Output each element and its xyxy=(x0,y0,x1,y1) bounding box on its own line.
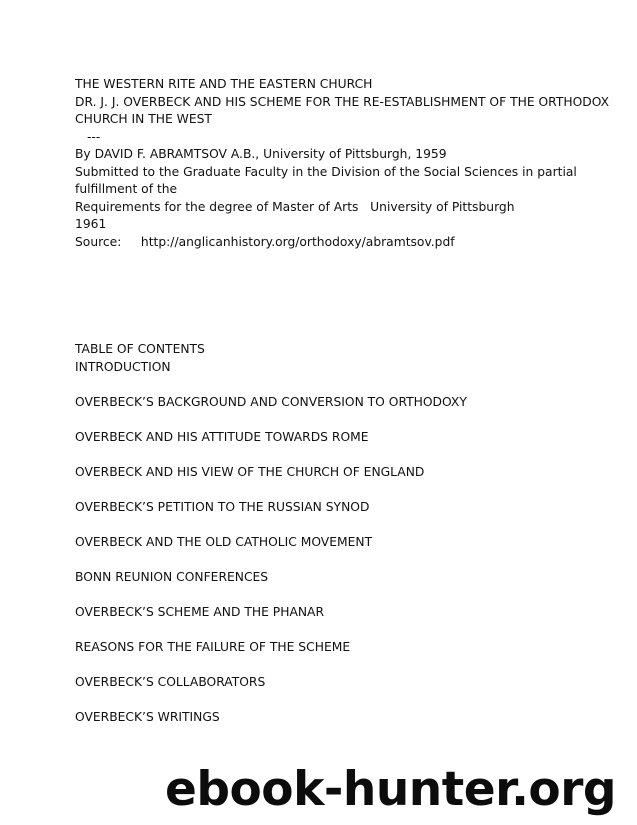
document-subtitle-line-1: DR. J. J. OVERBECK AND HIS SCHEME FOR THE RE-ESTABLISHMENT OF THE ORTHODOX xyxy=(75,94,610,109)
toc-heading: TABLE OF CONTENTS xyxy=(75,342,205,356)
toc-item: OVERBECK AND THE OLD CATHOLIC MOVEMENT xyxy=(75,534,373,549)
toc-item: OVERBECK’S BACKGROUND AND CONVERSION TO ORTHODOXY xyxy=(75,394,467,409)
toc-item: OVERBECK’S SCHEME AND THE PHANAR xyxy=(75,605,325,620)
requirements-line: Requirements for the degree of Master of Arts University of Pittsburgh xyxy=(75,199,515,214)
title-divider: --- xyxy=(87,129,101,144)
toc-item-introduction: INTRODUCTION xyxy=(75,359,171,374)
toc-item: OVERBECK AND HIS ATTITUDE TOWARDS ROME xyxy=(75,429,369,444)
document-subtitle-line-2: CHURCH IN THE WEST xyxy=(75,112,212,126)
submitted-line-1: Submitted to the Graduate Faculty in the Division of the Social Sciences in partial xyxy=(75,164,577,179)
toc-item: OVERBECK’S PETITION TO THE RUSSIAN SYNOD xyxy=(75,499,370,514)
document-title: THE WESTERN RITE AND THE EASTERN CHURCH xyxy=(75,77,373,91)
submitted-line-2: fulfillment of the xyxy=(75,182,178,196)
toc-item: OVERBECK’S WRITINGS xyxy=(75,710,220,725)
author-line: By DAVID F. ABRAMTSOV A.B., University of Pittsburgh, 1959 xyxy=(75,147,447,161)
toc-item: BONN REUNION CONFERENCES xyxy=(75,570,269,585)
watermark-text: ebook-hunter.org xyxy=(165,762,617,817)
source-line: Source: http://anglicanhistory.org/orthodoxy/abramtsov.pdf xyxy=(75,234,455,249)
toc-list xyxy=(75,394,595,727)
toc-item: OVERBECK AND HIS VIEW OF THE CHURCH OF ENGLAND xyxy=(75,464,425,479)
document-header xyxy=(75,76,610,251)
table-of-contents xyxy=(75,341,595,727)
toc-item: REASONS FOR THE FAILURE OF THE SCHEME xyxy=(75,640,351,655)
toc-item: OVERBECK’S COLLABORATORS xyxy=(75,675,266,690)
year-line: 1961 xyxy=(75,217,107,231)
